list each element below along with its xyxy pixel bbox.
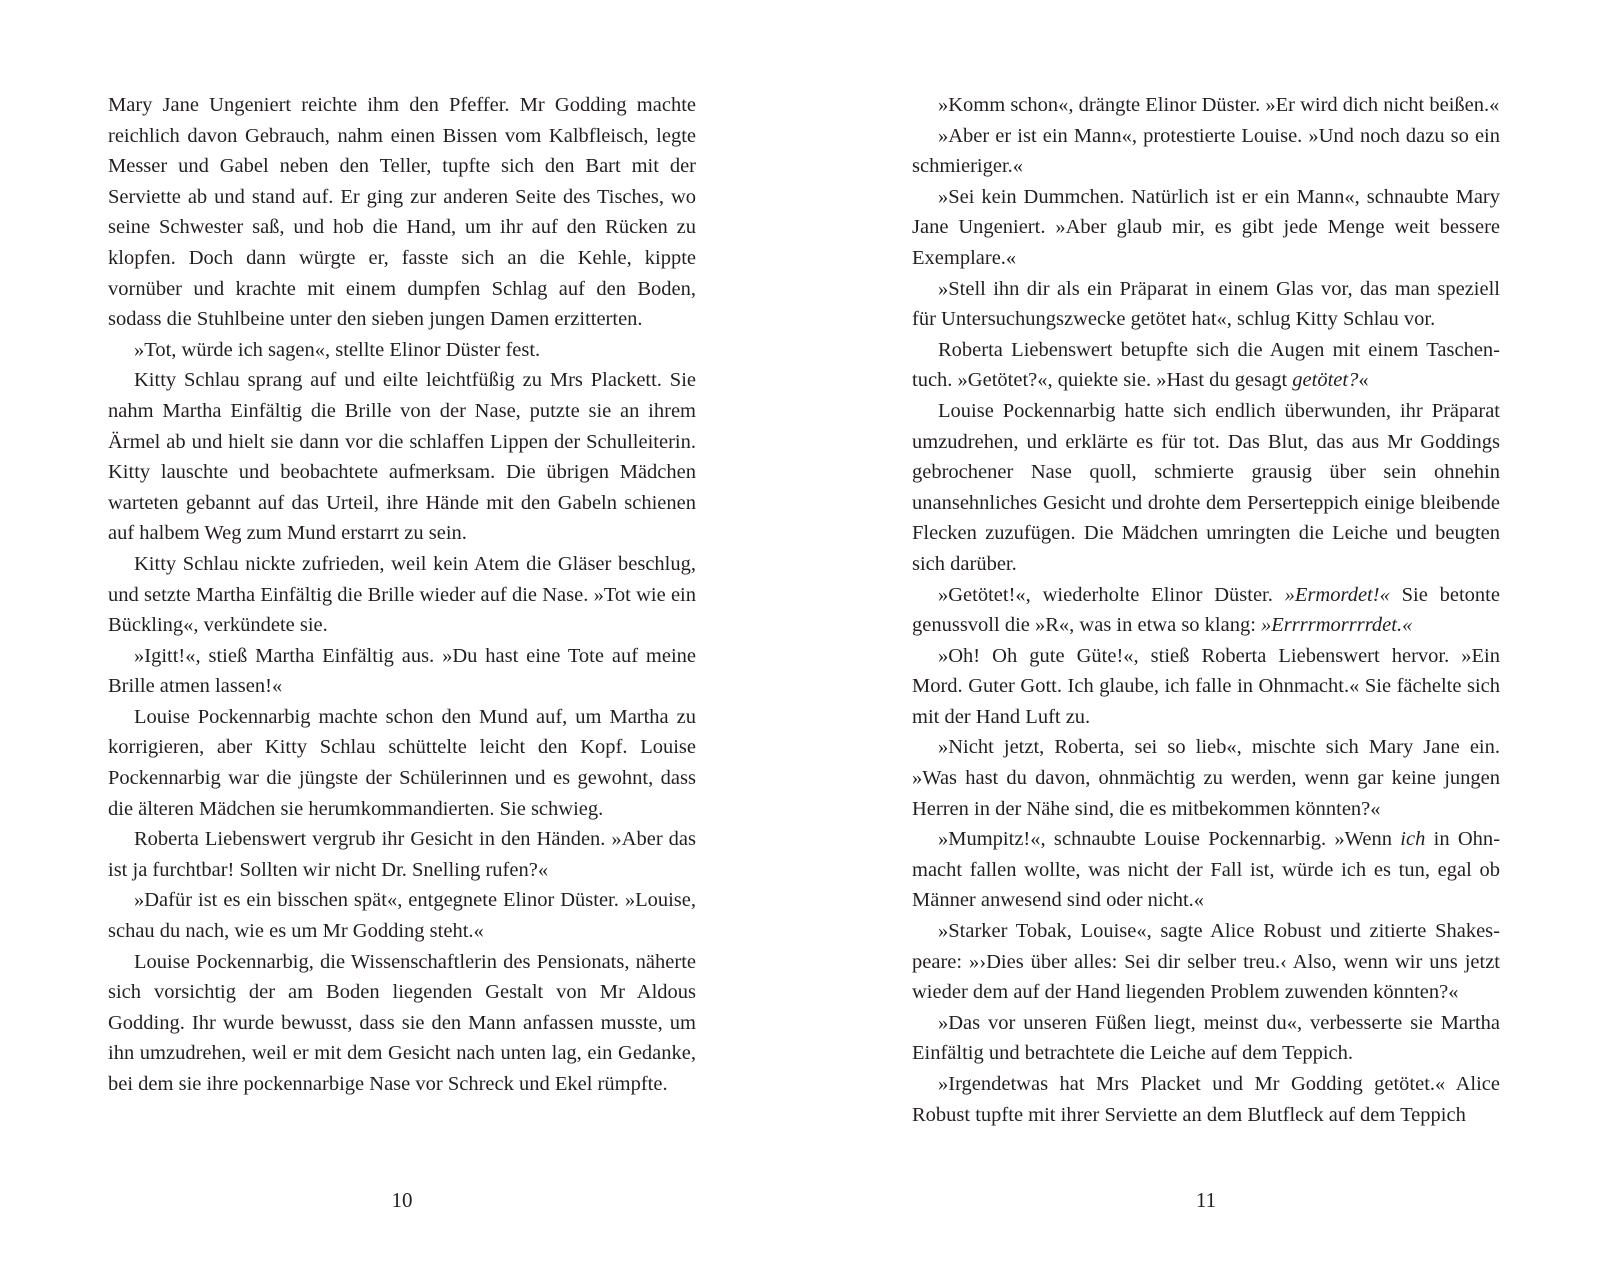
page-number-left: 10 xyxy=(391,1188,413,1212)
paragraph: Roberta Liebenswert vergrub ihr Gesicht in den Händen. »Aber das ist ja furchtbar! Sollten wir nicht Dr. Snelling rufen?« xyxy=(108,828,696,881)
text-run: « xyxy=(1358,369,1369,392)
left-page xyxy=(108,90,696,1100)
paragraph: »Oh! Oh gute Güte!«, stieß Roberta Liebenswert hervor. »Ein Mord. Guter Gott. Ich glaube, ich falle in Ohnmacht.« Sie fächelte sich mit der Hand Luft zu. xyxy=(912,644,1500,728)
italic-run: »Errrrmorrrrdet.« xyxy=(1261,614,1413,637)
text-run: »Mumpitz!«, schnaubte Louise Pockennarbig. »Wenn xyxy=(938,828,1401,851)
paragraph: »Komm schon«, drängte Elinor Düster. »Er wird dich nicht beißen.« xyxy=(938,94,1500,116)
right-page-text xyxy=(912,90,1500,1130)
paragraph: »Das vor unseren Füßen liegt, meinst du«, verbesserte sie Martha Einfältig und betrachtete die Leiche auf dem Teppich. xyxy=(912,1011,1500,1065)
paragraph: Louise Pockennarbig hatte sich endlich überwunden, ihr Präparat umzudrehen, und erklärte es für tot. Das Blut, das aus Mr Goddings gebrochener Nase quoll, schmierte grausig über sein ohnehin unansehnliches Gesicht und drohte dem Perserteppich einige bleibende Flecken zuzufügen. Die Mädchen umringten die Leiche und beugten sich darüber. xyxy=(912,399,1500,575)
italic-run: ich xyxy=(1400,828,1426,851)
italic-run: »Ermordet!« xyxy=(1284,583,1390,606)
text-run: »Getötet!«, wiederholte Elinor Düster. xyxy=(938,583,1285,606)
paragraph: Louise Pockennarbig, die Wissenschaftlerin des Pensionats, näherte sich vorsichtig der am Boden liegenden Gestalt von Mr Aldous Godding. Ihr wurde bewusst, dass sie den Mann anfassen musste, um ihn umzudrehen, weil er mit dem Gesicht nach unten lag, ein Gedanke, bei dem sie ihre pockennarbige Nase vor Schreck und Ekel rümpfte. xyxy=(108,950,696,1095)
paragraph xyxy=(912,335,1500,396)
italic-run: getötet? xyxy=(1292,369,1359,392)
right-page xyxy=(912,90,1500,1130)
paragraph: Mary Jane Ungeniert reichte ihm den Pfeffer. Mr Godding machte reichlich davon Gebrauch, nahm einen Bissen vom Kalbfleisch, legte Messer und Gabel neben den Teller, tupfte sich den Bart mit der Serviette ab und stand auf. Er ging zur anderen Seite des Tisches, wo seine Schwester saß, und hob die Hand, um ihr auf den Rücken zu klopfen. Doch dann würgte er, fasste sich an die Kehle, kippte vornüber und krachte mit einem dumpfen Schlag auf den Boden, sodass die Stuhlbeine unter den sieben jungen Damen erzitterten. xyxy=(108,94,696,331)
paragraph: »Igitt!«, stieß Martha Einfältig aus. »Du hast eine Tote auf meine Brille atmen lassen!« xyxy=(108,644,696,698)
paragraph: »Tot, würde ich sagen«, stellte Elinor Düster fest. xyxy=(134,338,541,361)
paragraph: Louise Pockennarbig machte schon den Mund auf, um Martha zu korrigieren, aber Kitty Schlau schüttelte leicht den Kopf. Louise Pockennarbig war die jüngste der Schülerinnen und es gewohnt, dass die älteren Mädchen sie herumkommandierten. Sie schwieg. xyxy=(108,705,696,820)
paragraph: »Aber er ist ein Mann«, protestierte Louise. »Und noch dazu so ein schmieriger.« xyxy=(912,124,1500,178)
paragraph: »Irgendetwas hat Mrs Placket und Mr Godding getötet.« Alice Robust tupfte mit ihrer Serviette an dem Blutfleck auf dem Teppich xyxy=(912,1073,1500,1126)
paragraph: »Nicht jetzt, Roberta, sei so lieb«, mischte sich Mary Jane ein. »Was hast du davon, ohnmächtig zu werden, wenn gar keine jungen Herren in der Nähe sind, die es mitbekommen könnten?« xyxy=(912,736,1500,820)
paragraph: »Dafür ist es ein bisschen spät«, entgegnete Elinor Düster. »Louise, schau du nach, wie es um Mr Godding steht.« xyxy=(108,889,696,943)
left-page-text xyxy=(108,90,696,1100)
paragraph: »Sei kein Dummchen. Natürlich ist er ein Mann«, schnaubte Mary Jane Ungeniert. »Aber glaub mir, es gibt jede Menge weit bessere Exemplare.« xyxy=(912,185,1500,269)
paragraph: Kitty Schlau sprang auf und eilte leichtfüßig zu Mrs Plackett. Sie nahm Martha Einfältig die Brille von der Nase, putzte sie an ihrem Ärmel ab und hielt sie dann vor die schlaffen Lippen der Schulleiterin. Kitty lauschte und beobachtete aufmerksam. Die übrigen Mädchen warteten gebannt auf das Urteil, ihre Hände mit den Gabeln schienen auf halbem Weg zum Mund erstarrt zu sein. xyxy=(108,369,696,545)
page-number-right: 11 xyxy=(1195,1188,1217,1212)
paragraph xyxy=(912,580,1500,641)
text-run: in Ohnmacht fallen wollte, was nicht der Fall ist, würde ich es tun, egal ob Männer anwesend sind oder nicht.« xyxy=(912,828,1501,912)
paragraph: »Stell ihn dir als ein Präparat in einem Glas vor, das man speziell für Untersuchungszwecke getötet hat«, schlug Kitty Schlau vor. xyxy=(912,277,1500,331)
paragraph xyxy=(912,824,1500,916)
paragraph: »Starker Tobak, Louise«, sagte Alice Robust und zitierte Shakespeare: »›Dies über alles: Sei dir selber treu.‹ Also, wenn wir uns jetzt wieder dem auf der Hand liegenden Problem zuwenden könnten?« xyxy=(912,920,1500,1004)
paragraph: Kitty Schlau nickte zufrieden, weil kein Atem die Gläser beschlug, und setzte Martha Einfältig die Brille wieder auf die Nase. »Tot wie ein Bückling«, verkündete sie. xyxy=(108,552,696,637)
text-run: Roberta Liebenswert betupfte sich die Augen mit einem Taschentuch. »Getötet?«, quiekte sie. »Hast du gesagt xyxy=(912,338,1500,392)
text-run: Sie betonte genussvoll die »R«, was in etwa so klang: xyxy=(912,583,1500,637)
